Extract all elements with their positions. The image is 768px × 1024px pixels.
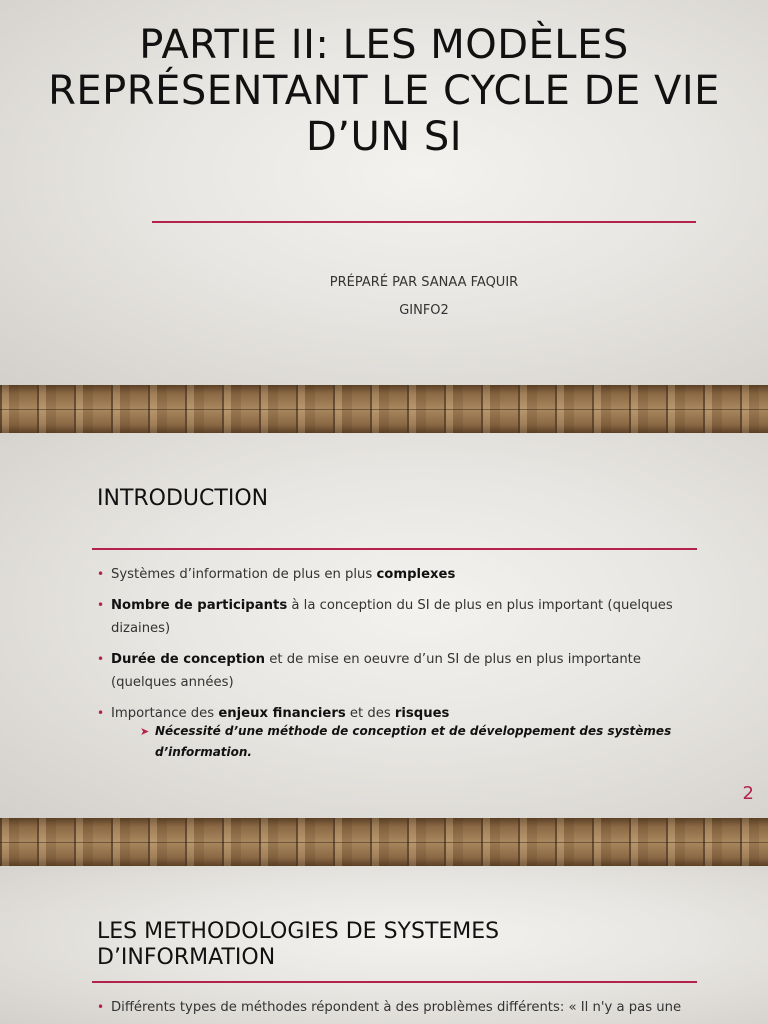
slide-1-title: PARTIE II: LES MODÈLES REPRÉSENTANT LE CYCLE DE VIE D’UN SI	[48, 22, 720, 160]
slide-3	[0, 866, 768, 1024]
author-line: PRÉPARÉ PAR SANAA FAQUIR	[329, 275, 519, 290]
sub-bullet	[111, 721, 687, 763]
bullet-emphasis: Durée de conception	[111, 652, 266, 667]
bullet-text: et des	[345, 706, 395, 721]
section-divider	[92, 548, 697, 550]
bullet-emphasis: risques	[394, 706, 450, 721]
bullet-emphasis: complexes	[376, 567, 456, 582]
page-number: 2	[742, 783, 754, 804]
bullet-icon: •	[97, 652, 105, 666]
slide-2-title: INTRODUCTION	[97, 486, 269, 511]
list-item	[97, 996, 687, 1019]
list-item	[97, 702, 687, 763]
bullet-emphasis: Nombre de participants	[111, 598, 288, 613]
wood-floor-divider	[0, 385, 768, 433]
group-line: GINFO2	[399, 303, 449, 318]
slide-1	[0, 0, 768, 385]
list-item	[97, 563, 687, 586]
bullet-text: à la conception du SI de plus en plus important (quelques dizaines)	[111, 598, 673, 636]
bullet-text: Systèmes d’information de plus en plus	[111, 567, 377, 582]
bullet-text: Importance des	[111, 706, 219, 721]
list-item	[97, 594, 687, 640]
slide-2	[0, 433, 768, 818]
list-item	[97, 648, 687, 694]
bullet-icon: •	[97, 1000, 105, 1014]
section-divider	[92, 981, 697, 983]
bullet-emphasis: enjeux financiers	[218, 706, 346, 721]
bullet-icon: •	[97, 706, 105, 720]
bullet-icon: •	[97, 598, 105, 612]
bullet-icon: •	[97, 567, 105, 581]
bullet-list	[97, 996, 687, 1024]
slide-3-title: LES METHODOLOGIES DE SYSTEMES D’INFORMATION	[97, 919, 500, 970]
bullet-text: et de mise en oeuvre d’un SI de plus en plus importante (quelques années)	[111, 652, 641, 690]
title-divider	[152, 221, 696, 223]
bullet-text: Différents types de méthodes répondent à des problèmes différents: « Il n'y a pas une	[111, 1000, 682, 1015]
sub-bullet-text: Nécessité d’une méthode de conception et de développement des systèmes d’information.	[155, 724, 672, 759]
arrow-right-icon: ➤	[140, 725, 150, 738]
wood-floor-divider	[0, 818, 768, 866]
bullet-list	[97, 563, 687, 771]
